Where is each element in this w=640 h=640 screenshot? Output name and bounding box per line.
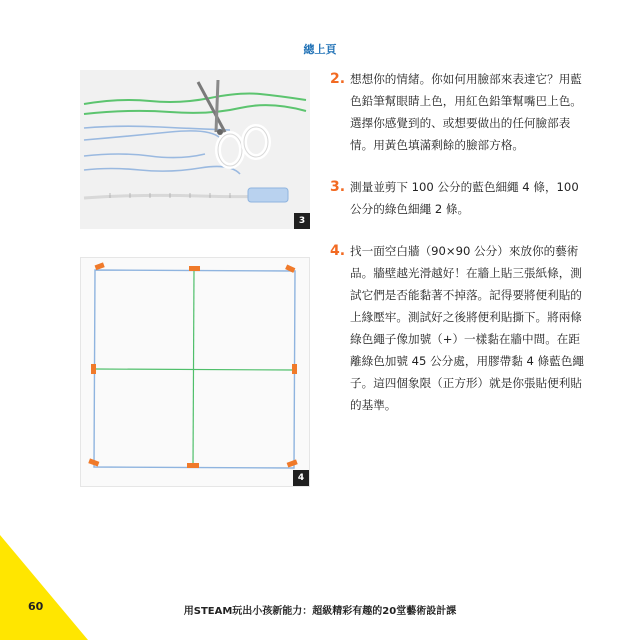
step-text: 測量並剪下 100 公分的藍色細繩 4 條，100 公分的綠色細繩 2 條。 [350, 180, 579, 216]
page-number: 60 [28, 600, 44, 613]
book-title: 用STEAM玩出小孩新能力：超級精彩有趣的20堂藝術設計課 [183, 606, 457, 617]
page-header: 總上頁 [303, 43, 337, 56]
step-number: 2. [330, 71, 346, 87]
step-text: 找一面空白牆（90×90 公分）來放你的藝術品。牆壁越光滑越好！在牆上貼三張紙條，測試它們是否能黏著不掉落。記得要將便利貼的上緣壓牢。測試好之後將便利貼撕下。將兩條綠色繩子像加號（+）一樣黏在牆中間。在距離綠色加號 45 公分處，用膠帶黏 4 條藍色繩子。這四個象限（正方形）就是你張貼便利貼的基準。 [350, 244, 584, 412]
step-number: 3. [330, 179, 346, 195]
photo-number-tag: 4 [293, 470, 309, 486]
step-number: 4. [330, 243, 346, 259]
step-text: 想想你的情緒。你如何用臉部來表達它？用藍色鉛筆幫眼睛上色，用紅色鉛筆幫嘴巴上色。選擇你感覺到的、或想要做出的任何臉部表情。用黃色填滿剩餘的臉部方格。 [350, 72, 582, 152]
photo-number-tag: 3 [294, 213, 310, 229]
